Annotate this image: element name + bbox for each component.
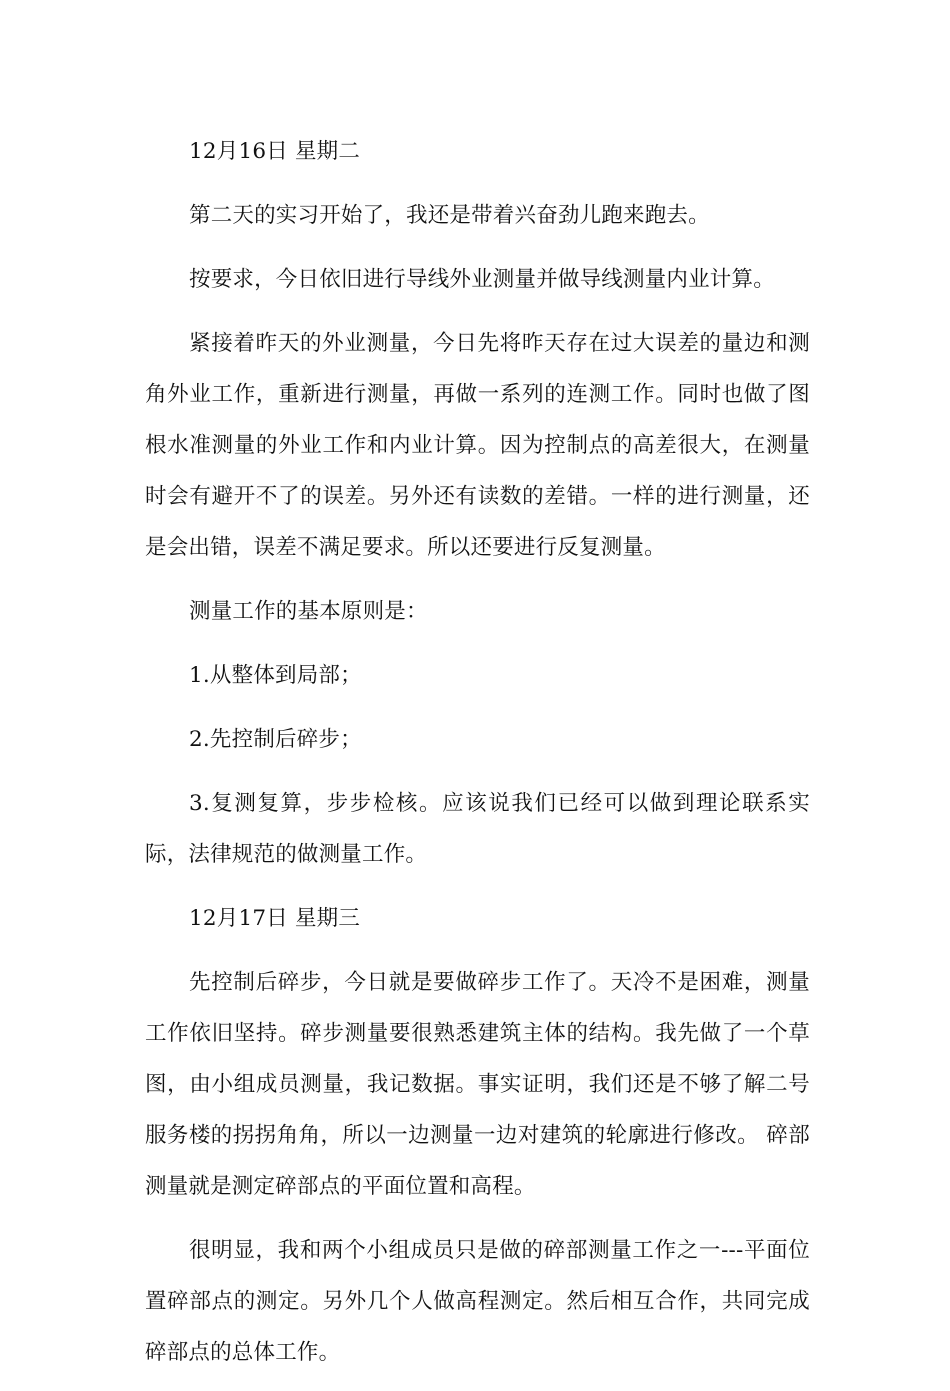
list-item: 3.复测复算，步步检核。应该说我们已经可以做到理论联系实际，法律规范的做测量工作。 <box>145 791 810 867</box>
date-heading: 12月17日 星期三 <box>189 906 361 931</box>
date-heading: 12月16日 星期二 <box>189 139 361 164</box>
principles-heading: 测量工作的基本原则是： <box>189 599 428 624</box>
document-page <box>145 126 810 1391</box>
paragraph: 紧接着昨天的外业测量，今日先将昨天存在过大误差的量边和测角外业工作，重新进行测量，再做一系列的连测工作。同时也做了图根水准测量的外业工作和内业计算。因为控制点的高差很大，在测量时会有避开不了的误差。另外还有读数的差错。一样的进行测量，还是会出错，误差不满足要求。所以还要进行反复测量。 <box>145 331 810 560</box>
paragraph: 先控制后碎步，今日就是要做碎步工作了。天冷不是困难，测量工作依旧坚持。碎步测量要很熟悉建筑主体的结构。我先做了一个草图，由小组成员测量，我记数据。事实证明，我们还是不够了解二号服务楼的拐拐角角，所以一边测量一边对建筑的轮廓进行修改。 碎部测量就是测定碎部点的平面位置和高程。 <box>145 970 810 1199</box>
paragraph: 按要求，今日依旧进行导线外业测量并做导线测量内业计算。 <box>189 267 775 292</box>
list-item: 1.从整体到局部； <box>189 663 362 688</box>
paragraph: 第二天的实习开始了，我还是带着兴奋劲儿跑来跑去。 <box>189 203 710 228</box>
list-item: 2.先控制后碎步； <box>189 727 362 752</box>
paragraph: 很明显，我和两个小组成员只是做的碎部测量工作之一---平面位置碎部点的测定。另外几个人做高程测定。然后相互合作，共同完成碎部点的总体工作。 <box>145 1238 810 1365</box>
